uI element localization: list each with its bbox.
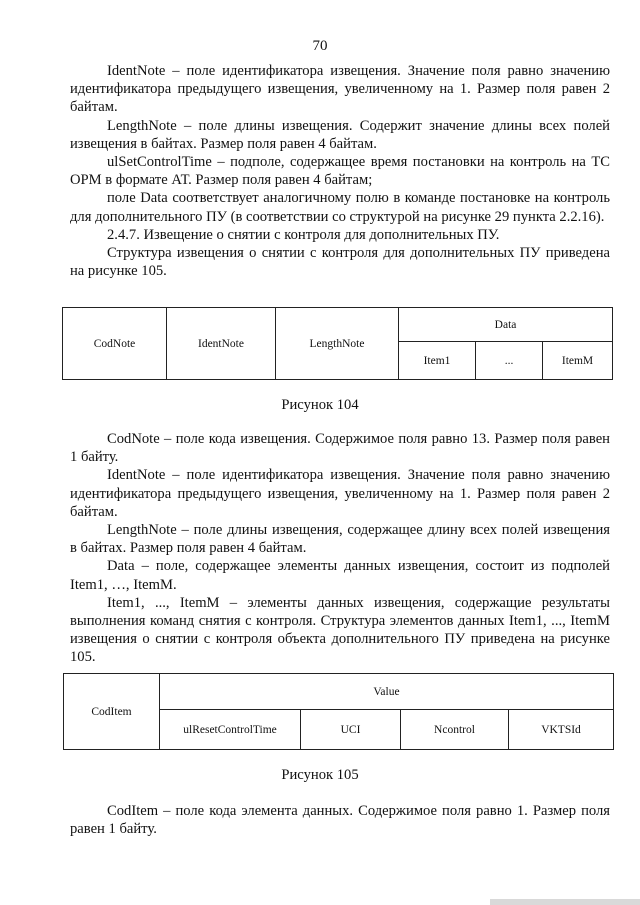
cell-ncontrol: Ncontrol <box>401 710 509 750</box>
paragraph: Структура извещения о снятии с контроля для дополнительных ПУ приведена на рисунке 105. <box>70 245 610 280</box>
figure-104-table <box>62 307 613 380</box>
scan-edge-shadow <box>490 899 640 905</box>
cell-item1: Item1 <box>399 342 476 380</box>
text-block-2 <box>70 430 610 667</box>
cell-uci: UCI <box>301 710 401 750</box>
text-block-1 <box>70 62 610 280</box>
cell-vktsid: VKTSId <box>509 710 614 750</box>
paragraph: поле Data соответствует аналогичному полю в команде постановке на контроль для дополнительного ПУ (в соответствии со структурой на рисунке 29 пункта 2.2.16). <box>70 190 610 225</box>
figure-105-caption: Рисунок 105 <box>281 767 359 783</box>
page-number: 70 <box>312 38 328 54</box>
paragraph: IdentNote – поле идентификатора извещения. Значение поля равно значению идентификатора предыдущего извещения, увеличенному на 1. Размер поля равен 2 байтам. <box>70 467 610 520</box>
paragraph: Item1, ..., ItemM – элементы данных извещения, содержащие результаты выполнения команд снятия с контроля. Структура элементов данных Item1, ..., ItemM извещения о снятии с контроля объекта дополнительного ПУ приведена на рисунке 105. <box>70 594 610 666</box>
cell-codnote: CodNote <box>63 308 167 380</box>
cell-value: Value <box>160 674 614 710</box>
cell-itemm: ItemM <box>543 342 613 380</box>
cell-ulresetcontroltime: ulResetControlTime <box>160 710 301 750</box>
cell-identnote: IdentNote <box>167 308 276 380</box>
section-heading: 2.4.7. Извещение о снятии с контроля для дополнительных ПУ. <box>107 226 500 243</box>
paragraph: LengthNote – поле длины извещения, содержащее длину всех полей извещения в байтах. Размер поля равен 4 байтам. <box>70 522 610 557</box>
paragraph: LengthNote – поле длины извещения. Содержит значение длины всех полей извещения в байтах. Размер поля равен 4 байтам. <box>70 117 610 152</box>
cell-coditem: CodItem <box>64 674 160 750</box>
cell-lengthnote: LengthNote <box>276 308 399 380</box>
paragraph: Data – поле, содержащее элементы данных извещения, состоит из подполей Item1, …, ItemM. <box>70 558 610 593</box>
figure-104-caption: Рисунок 104 <box>281 397 359 413</box>
paragraph: ulSetControlTime – подполе, содержащее время постановки на контроль на ТС ОРМ в формате АТ. Размер поля равен 4 байтам; <box>70 154 610 189</box>
paragraph: CodNote – поле кода извещения. Содержимое поля равно 13. Размер поля равен 1 байту. <box>70 431 610 466</box>
paragraph: CodItem – поле кода элемента данных. Содержимое поля равно 1. Размер поля равен 1 байту. <box>70 803 610 838</box>
cell-data: Data <box>399 308 613 342</box>
figure-105-table <box>63 673 614 750</box>
text-block-3 <box>70 802 610 838</box>
paragraph: IdentNote – поле идентификатора извещения. Значение поля равно значению идентификатора предыдущего извещения, увеличенному на 1. Размер поля равен 2 байтам. <box>70 63 610 116</box>
cell-ellipsis: ... <box>476 342 543 380</box>
